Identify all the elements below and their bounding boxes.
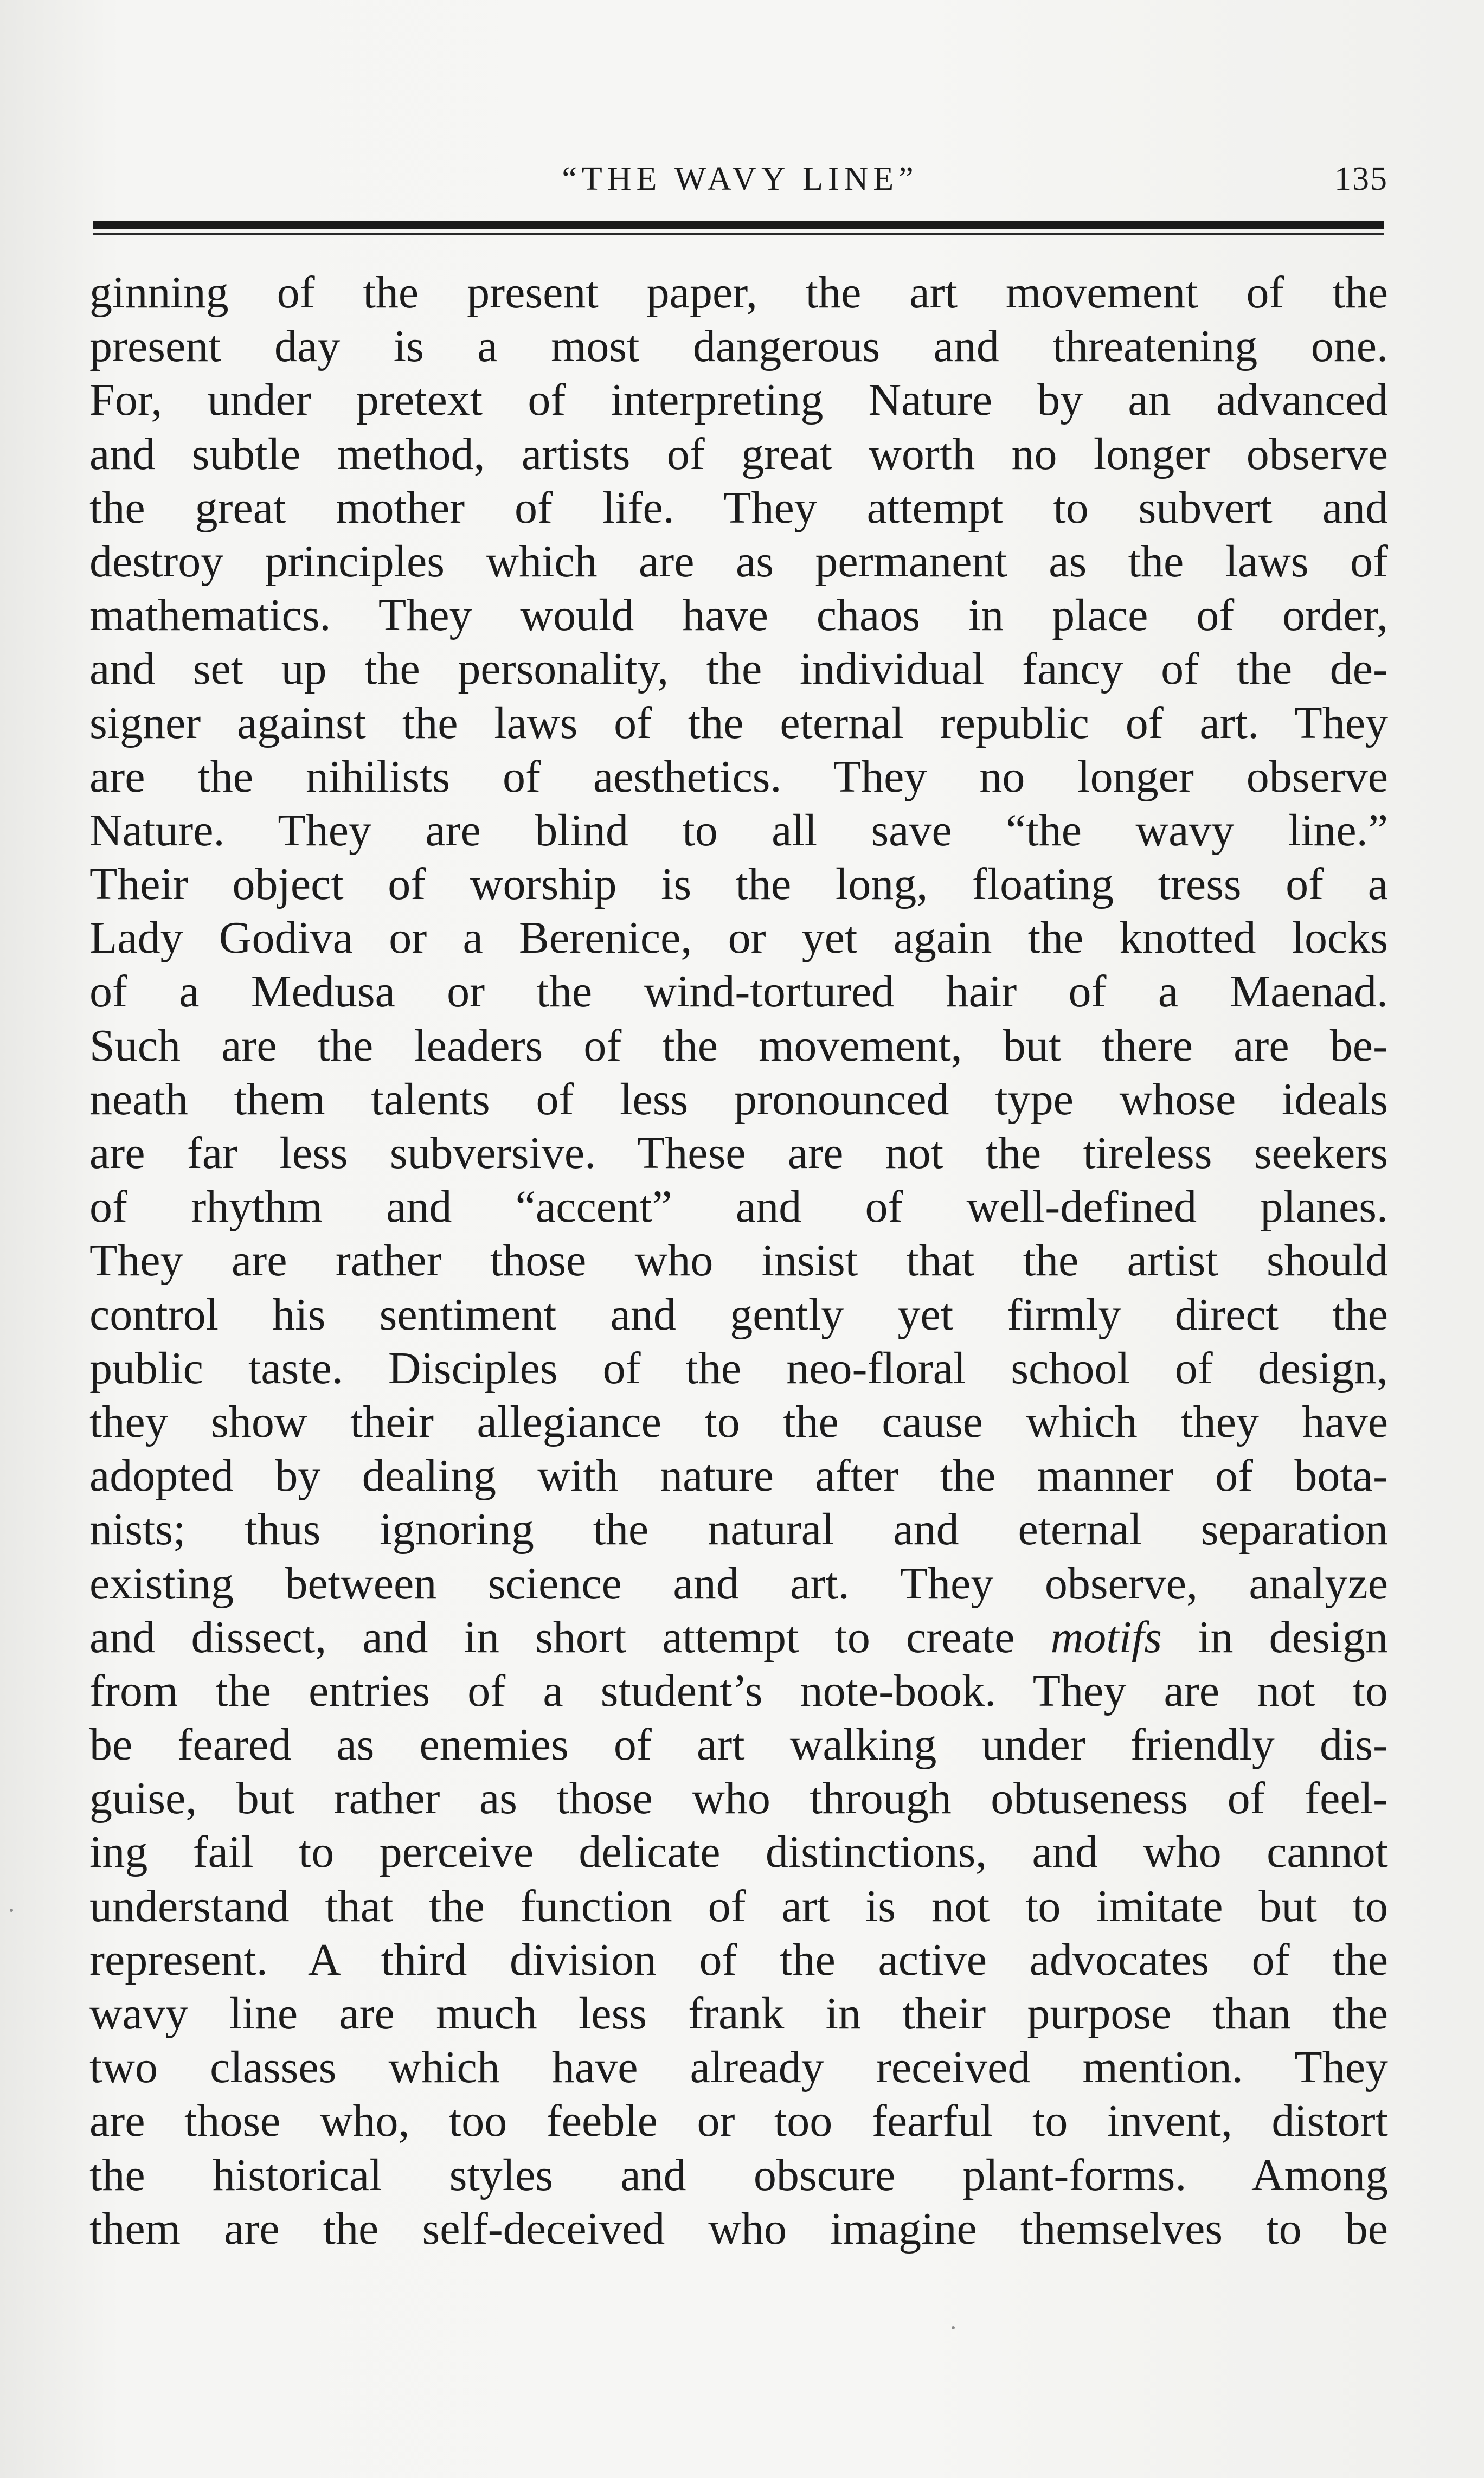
text-line: neath them talents of less pronounced type whose ideals [89, 1074, 1388, 1125]
text-line: signer against the laws of the eternal republic of art. They [89, 697, 1388, 748]
text-line: they show their allegiance to the cause which they have [89, 1396, 1388, 1447]
text-line: from the entries of a student’s note-book. They are not to [89, 1665, 1388, 1716]
text-line: ing fail to perceive delicate distinctions, and who cannot [89, 1827, 1388, 1878]
text-line: are the nihilists of aesthetics. They no longer observe [89, 751, 1388, 802]
text-line: of a Medusa or the wind-tortured hair of a Maenad. [89, 966, 1388, 1017]
running-head [92, 157, 1388, 201]
paper-speck [952, 2326, 955, 2329]
text-line: two classes which have already received mention. They [89, 2042, 1388, 2093]
body-text [89, 266, 1388, 2256]
text-line: Lady Godiva or a Berenice, or yet again the knotted locks [89, 913, 1388, 964]
text-line: ginning of the present paper, the art movement of the [89, 267, 1388, 318]
text-line: adopted by dealing with nature after the manner of bota- [89, 1450, 1388, 1501]
text-line: are far less subversive. These are not the tireless seekers [89, 1128, 1388, 1178]
header-rule-thick [93, 221, 1384, 229]
text-line: the great mother of life. They attempt to subvert and [89, 482, 1388, 533]
text-line: wavy line are much less frank in their purpose than the [89, 1988, 1388, 2039]
text-line: are those who, too feeble or too fearful to invent, distort [89, 2096, 1388, 2147]
text-line: existing between science and art. They observe, analyze [89, 1558, 1388, 1609]
text-line: control his sentiment and gently yet firmly direct the [89, 1289, 1388, 1340]
text-line: present day is a most dangerous and threatening one. [89, 321, 1388, 372]
text-line: destroy principles which are as permanent as the laws of [89, 536, 1388, 587]
italic-emphasis: motifs [1050, 1612, 1162, 1662]
text-line: and subtle method, artists of great worth no longer observe [89, 428, 1388, 479]
text-line: of rhythm and “accent” and of well-defined planes. [89, 1182, 1388, 1232]
header-rule-thin [93, 233, 1384, 235]
text-line: and set up the personality, the individual fancy of the de- [89, 644, 1388, 695]
text-line: Nature. They are blind to all save “the wavy line.” [89, 805, 1388, 856]
text-line: mathematics. They would have chaos in place of order, [89, 590, 1388, 641]
text-line: Their object of worship is the long, floating tress of a [89, 859, 1388, 910]
running-title: “THE WAVY LINE” [562, 161, 918, 197]
text-line: them are the self-deceived who imagine themselves to be [89, 2203, 1388, 2254]
text-line: understand that the function of art is not to imitate but to [89, 1880, 1388, 1931]
text-line: represent. A third division of the active advocates of the [89, 1934, 1388, 1985]
paper-speck [10, 1909, 13, 1912]
text-line: They are rather those who insist that the artist should [89, 1235, 1388, 1286]
text-line: be feared as enemies of art walking under friendly dis- [89, 1719, 1388, 1770]
text-line: guise, but rather as those who through obtuseness of feel- [89, 1773, 1388, 1824]
text-line: For, under pretext of interpreting Nature by an advanced [89, 375, 1388, 426]
page-number: 135 [1334, 161, 1388, 197]
text-line: public taste. Disciples of the neo-floral school of design, [89, 1343, 1388, 1394]
text-line: the historical styles and obscure plant-forms. Among [89, 2149, 1388, 2200]
text-line: nists; thus ignoring the natural and eternal separation [89, 1504, 1388, 1555]
text-line: and dissect, and in short attempt to create motifs in design [89, 1612, 1388, 1662]
text-line: Such are the leaders of the movement, but there are be- [89, 1020, 1388, 1071]
